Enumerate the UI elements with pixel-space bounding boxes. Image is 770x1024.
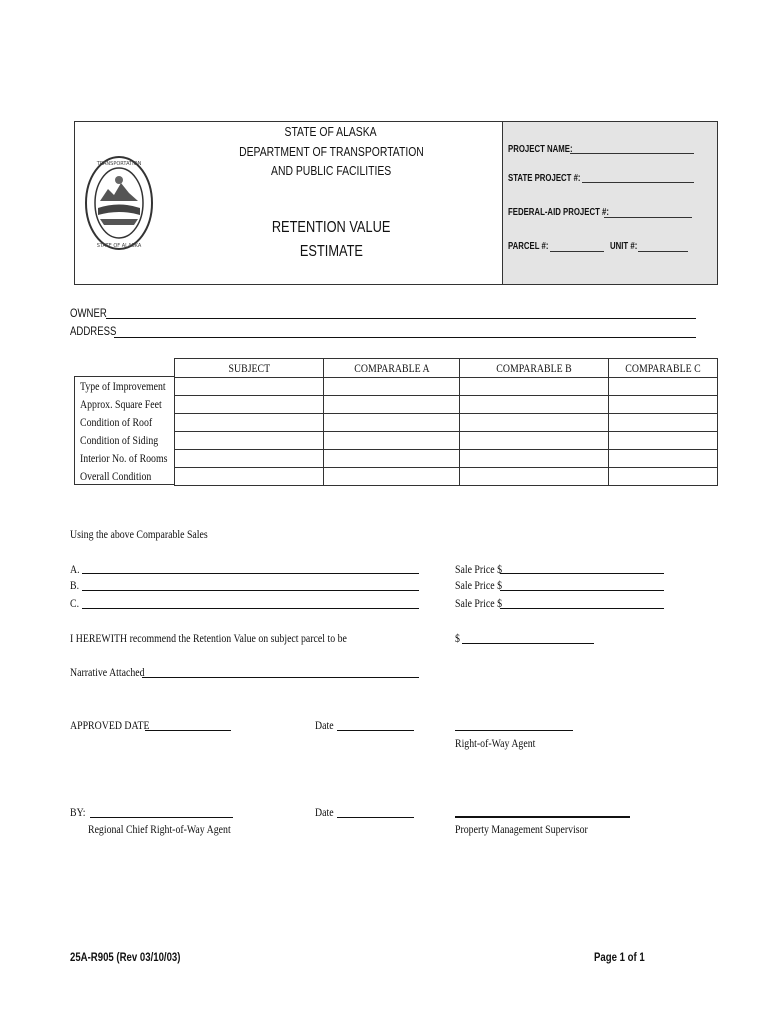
parcel-label: PARCEL #: [508, 241, 549, 252]
table-row [175, 414, 718, 432]
project-name-field[interactable] [570, 153, 694, 154]
table-cell[interactable] [324, 378, 460, 396]
row-label-sqft: Approx. Square Feet [80, 397, 162, 411]
table-cell[interactable] [609, 468, 718, 486]
table-cell[interactable] [324, 432, 460, 450]
sale-price-a-label: Sale Price $ [455, 562, 503, 576]
comparison-table [174, 358, 718, 486]
table-cell[interactable] [175, 432, 324, 450]
sale-price-b-label: Sale Price $ [455, 578, 503, 592]
row-label-roof: Condition of Roof [80, 415, 153, 429]
row-label-rooms: Interior No. of Rooms [80, 451, 168, 465]
approved-date-label: APPROVED DATE [70, 718, 150, 732]
row-label-overall: Overall Condition [80, 469, 152, 483]
table-cell[interactable] [324, 468, 460, 486]
narrative-field[interactable] [142, 677, 419, 678]
table-row [175, 450, 718, 468]
table-cell[interactable] [324, 450, 460, 468]
col-comparable-c: COMPARABLE C [609, 359, 718, 378]
by-signature-field[interactable] [90, 817, 233, 818]
sale-price-a-field[interactable] [500, 573, 664, 574]
pm-supervisor-signature-field[interactable] [455, 816, 630, 818]
state-project-label: STATE PROJECT #: [508, 173, 581, 184]
table-cell[interactable] [609, 396, 718, 414]
table-cell[interactable] [609, 432, 718, 450]
table-cell[interactable] [175, 468, 324, 486]
table-row [175, 432, 718, 450]
owner-label: OWNER [70, 306, 107, 320]
agency-line-3: AND PUBLIC FACILITIES [270, 163, 392, 178]
form-number: 25A-R905 (Rev 03/10/03) [70, 950, 181, 964]
unit-field[interactable] [638, 251, 688, 252]
comparables-intro: Using the above Comparable Sales [70, 527, 208, 541]
row-agent-signature-field[interactable] [455, 730, 573, 731]
unit-label: UNIT #: [610, 241, 638, 252]
item-b-label: B. [70, 578, 80, 592]
row-label-siding: Condition of Siding [80, 433, 159, 447]
table-cell[interactable] [460, 378, 609, 396]
table-cell[interactable] [460, 468, 609, 486]
owner-field[interactable] [106, 318, 696, 319]
by-label: BY: [70, 805, 86, 819]
agency-line-2: DEPARTMENT OF TRANSPORTATION [238, 144, 424, 159]
date-label-1: Date [315, 718, 334, 732]
table-cell[interactable] [324, 396, 460, 414]
federal-aid-field[interactable] [604, 217, 692, 218]
item-c-field[interactable] [82, 608, 419, 609]
svg-text:STATE OF ALASKA: STATE OF ALASKA [96, 243, 142, 249]
table-cell[interactable] [175, 450, 324, 468]
svg-text:TRANSPORTATION: TRANSPORTATION [96, 161, 142, 167]
date-label-2: Date [315, 805, 334, 819]
row-agent-label: Right-of-Way Agent [455, 736, 536, 750]
retention-value-field[interactable] [462, 643, 594, 644]
table-cell[interactable] [609, 378, 718, 396]
row-labels [74, 376, 174, 485]
table-cell[interactable] [460, 432, 609, 450]
item-b-field[interactable] [82, 590, 419, 591]
table-cell[interactable] [175, 396, 324, 414]
agency-line-1: STATE OF ALASKA [284, 124, 378, 139]
table-cell[interactable] [609, 450, 718, 468]
sale-price-b-field[interactable] [500, 590, 664, 591]
state-project-field[interactable] [582, 182, 694, 183]
table-cell[interactable] [175, 414, 324, 432]
table-cell[interactable] [460, 414, 609, 432]
table-cell[interactable] [460, 396, 609, 414]
table-row [175, 378, 718, 396]
table-cell[interactable] [609, 414, 718, 432]
form-title-line-1: RETENTION VALUE [271, 219, 391, 236]
date-field-1[interactable] [337, 730, 414, 731]
col-comparable-b: COMPARABLE B [460, 359, 609, 378]
row-label-type: Type of Improvement [80, 379, 166, 393]
page-number: Page 1 of 1 [594, 950, 645, 964]
table-cell[interactable] [460, 450, 609, 468]
recommendation-text: I HEREWITH recommend the Retention Value on subject parcel to be [70, 631, 347, 645]
retention-dollar-label: $ [455, 631, 460, 645]
sale-price-c-label: Sale Price $ [455, 596, 503, 610]
parcel-field[interactable] [550, 251, 604, 252]
pm-supervisor-label: Property Management Supervisor [455, 822, 588, 836]
federal-aid-label: FEDERAL-AID PROJECT #: [508, 207, 609, 218]
address-label: ADDRESS [70, 324, 117, 338]
agency-heading [160, 124, 502, 284]
table-cell[interactable] [175, 378, 324, 396]
date-field-2[interactable] [337, 817, 414, 818]
table-cell[interactable] [324, 414, 460, 432]
item-a-label: A. [70, 562, 80, 576]
state-seal-icon [84, 153, 154, 253]
regional-chief-label: Regional Chief Right-of-Way Agent [88, 822, 231, 836]
project-name-label: PROJECT NAME: [508, 144, 573, 155]
item-c-label: C. [70, 596, 80, 610]
table-row [175, 396, 718, 414]
approved-date-field[interactable] [145, 730, 231, 731]
table-row [175, 468, 718, 486]
item-a-field[interactable] [82, 573, 419, 574]
col-subject: SUBJECT [175, 359, 324, 378]
address-field[interactable] [114, 337, 696, 338]
form-title-line-2: ESTIMATE [299, 243, 363, 260]
narrative-label: Narrative Attached [70, 665, 145, 679]
col-comparable-a: COMPARABLE A [324, 359, 460, 378]
sale-price-c-field[interactable] [500, 608, 664, 609]
table-header-row [175, 359, 718, 378]
